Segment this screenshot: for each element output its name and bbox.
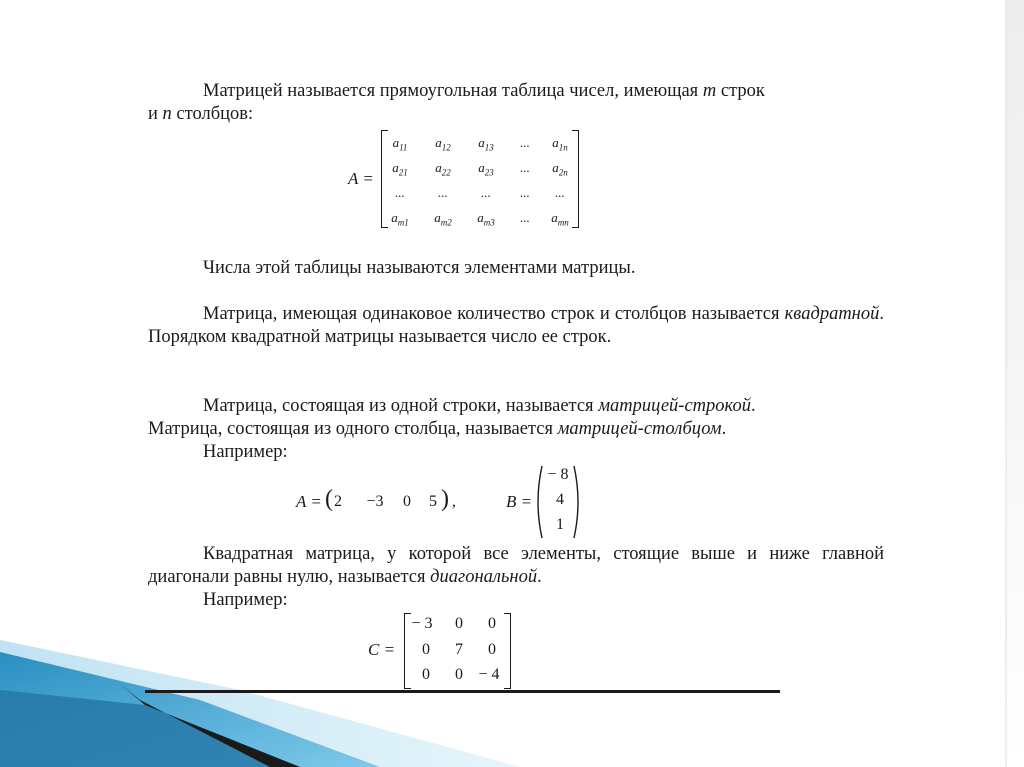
p4-term-1: матрицей-строкой (598, 396, 751, 416)
p5-text-2: . (537, 567, 542, 587)
column-matrix-value: − 8 (547, 466, 569, 483)
row-matrix-value: 2 (334, 493, 342, 510)
matrix-c-cell: 0 (455, 615, 463, 632)
p1-text-1: Матрицей называется прямоугольная таблица чисел, имеющая (203, 81, 703, 101)
matrix-c-cell: 0 (488, 641, 496, 658)
matrix-c-cell: 7 (455, 641, 463, 658)
matrix-a-cell: $a_{12}$ (435, 135, 451, 153)
p4-term-2: матрицей-столбцом (557, 419, 722, 439)
matrix-a-cell: $a_{13}$ (478, 135, 494, 153)
matrix-a-cell: $a_{m1}$ (391, 210, 409, 228)
elements-paragraph: Числа этой таблицы называются элементами матрицы. (203, 258, 636, 278)
row-matrix-label: A = (296, 492, 322, 511)
diagonal-paragraph (148, 543, 884, 589)
row-matrix-comma: , (452, 493, 456, 510)
matrix-a-cell: $a_{22}$ (435, 160, 451, 178)
matrix-a-label: A = (348, 169, 374, 188)
p1-text-2: строк (716, 81, 765, 101)
p4-text-1: Матрица, состоящая из одной строки, называется (203, 396, 599, 416)
matrix-a-cell: ... (555, 185, 565, 200)
matrix-c-cell: − 3 (411, 615, 433, 632)
matrix-a-cell: $a_{m3}$ (477, 210, 495, 228)
row-matrix-left-paren: ( (325, 486, 333, 512)
matrix-a-cell: $a_{11}$ (392, 135, 408, 153)
definition-paragraph (148, 80, 884, 126)
matrix-a-cell: $a_{m2}$ (434, 210, 452, 228)
row-column-paragraph (148, 395, 884, 418)
p1-m: m (702, 81, 717, 101)
matrix-a-cell: ... (481, 185, 491, 200)
matrix-a-cell: ... (520, 210, 530, 225)
p3-text-1: Матрица, имеющая одинаковое количество строк и столбцов называется (203, 304, 785, 324)
matrix-a-cell: ... (520, 160, 530, 175)
column-matrix-label: B = (506, 492, 533, 511)
p5-term: диагональной (430, 567, 538, 587)
column-matrix-value: 4 (556, 491, 564, 508)
example-label-1: Например: (203, 442, 288, 462)
column-matrix-value: 1 (556, 516, 564, 533)
matrix-c-label: C = (368, 640, 396, 659)
p1-text-4: столбцов: (171, 104, 254, 124)
matrix-a-cell: $a_{2n}$ (552, 160, 568, 178)
column-paragraph (148, 418, 884, 441)
example-label-2: Например: (203, 590, 288, 610)
p5-text-1: Квадратная матрица, у которой все элементы, стоящие выше и ниже главной диагонали равны нулю, называется (148, 544, 884, 587)
matrix-a-cell: ... (520, 135, 530, 150)
p1-n: n (162, 104, 172, 124)
row-matrix-value: −3 (366, 493, 384, 510)
matrix-c-cell: − 4 (478, 666, 500, 683)
matrix-c-cell: 0 (422, 641, 430, 658)
row-matrix-right-paren: ) (441, 486, 449, 512)
matrix-a-cell: $a_{21}$ (392, 160, 408, 178)
p4-text-4: . (721, 419, 727, 439)
row-matrix-value: 0 (403, 493, 411, 510)
p1-text-3: и (148, 104, 163, 124)
p3-text-2: . Порядком квадратной матрицы называется число ее строк. (148, 304, 884, 347)
matrix-a-cell: ... (438, 185, 448, 200)
p4-text-2: . (750, 396, 756, 416)
row-matrix-value: 5 (429, 493, 437, 510)
matrix-a-cell: ... (395, 185, 405, 200)
p3-term: квадратной (784, 304, 880, 324)
matrix-a-cell: $a_{23}$ (478, 160, 494, 178)
matrix-c-cell: 0 (422, 666, 430, 683)
matrix-c-cell: 0 (455, 666, 463, 683)
matrix-a-cell: ... (520, 185, 530, 200)
matrix-a-cell: $a_{1n}$ (552, 135, 568, 153)
square-matrix-paragraph (148, 303, 884, 349)
p4-text-3: Матрица, состоящая из одного столбца, называется (148, 419, 558, 439)
matrix-c-cell: 0 (488, 615, 496, 632)
matrix-a-cell: $a_{mn}$ (551, 210, 569, 228)
